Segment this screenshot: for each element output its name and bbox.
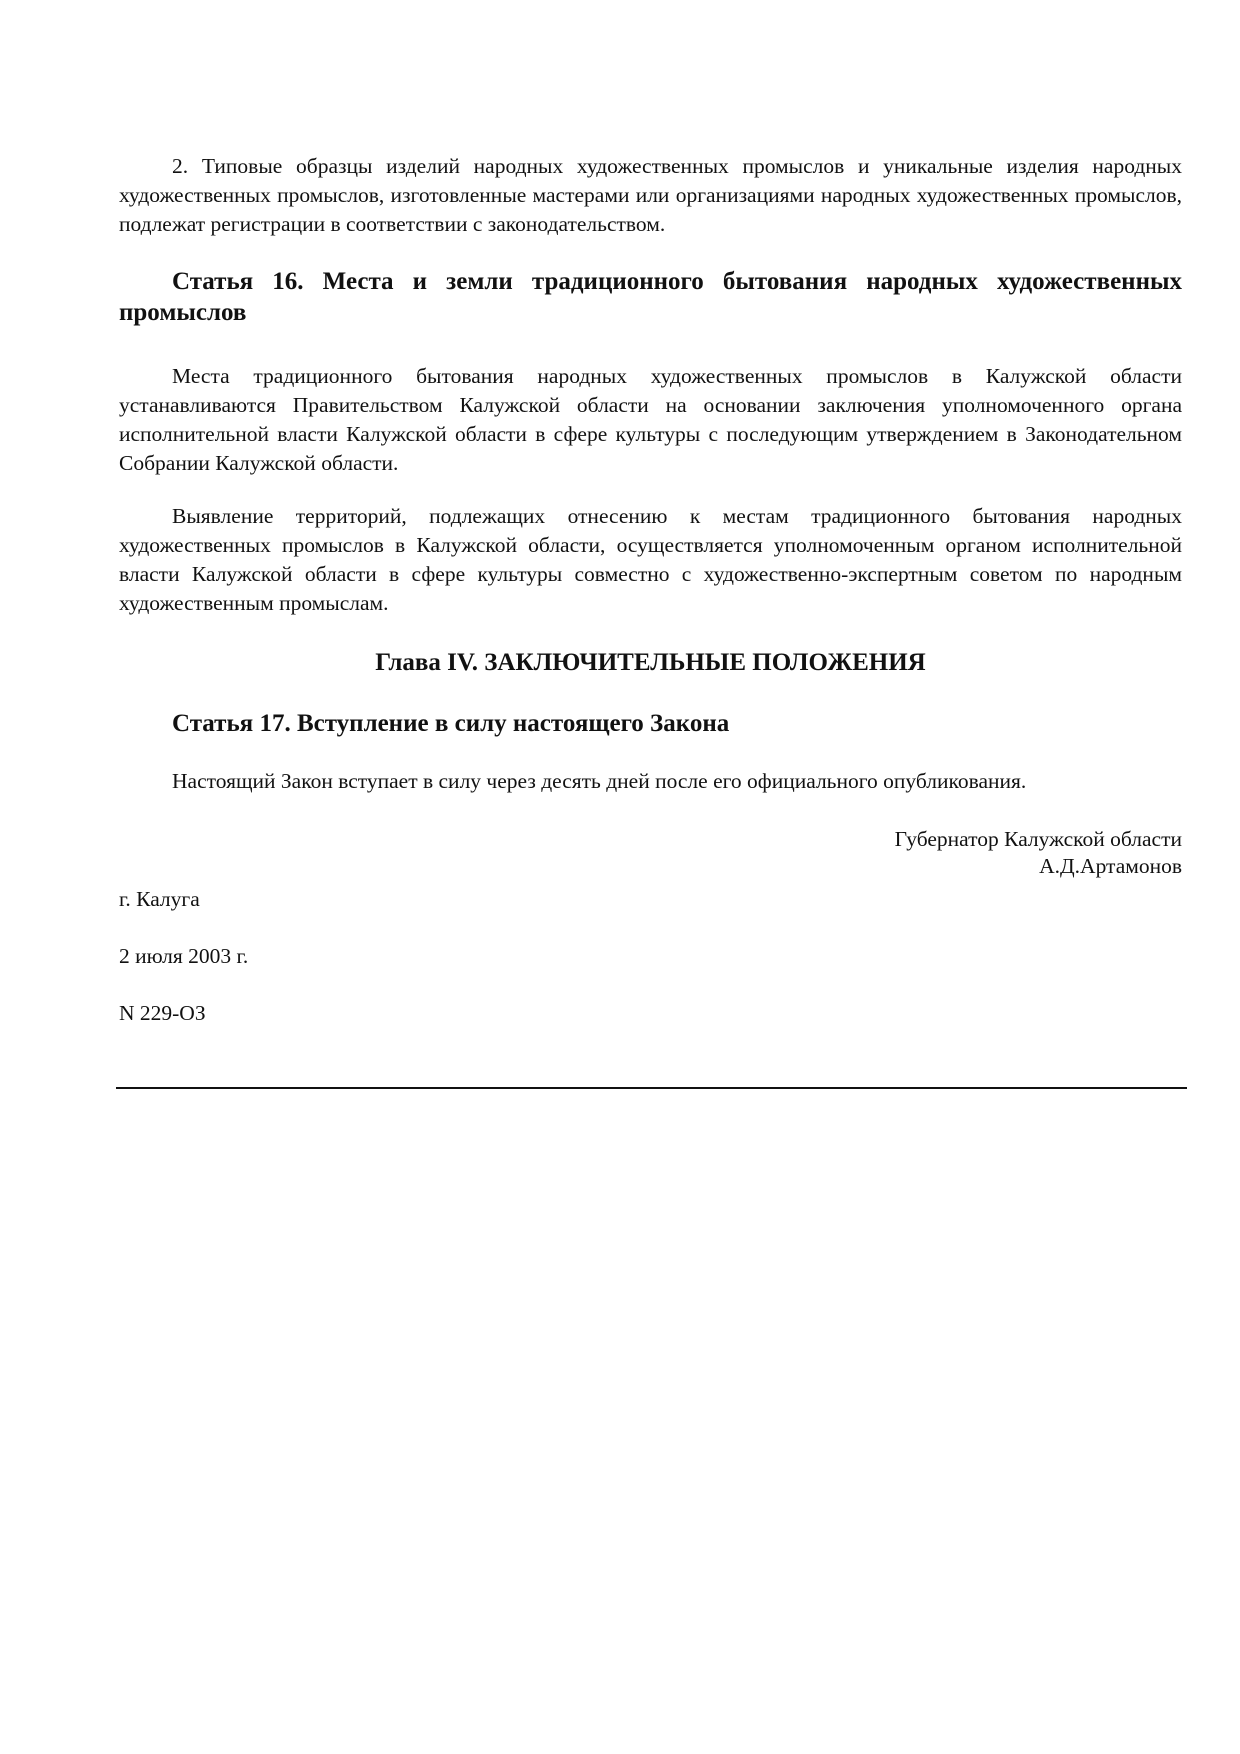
end-of-document-rule	[116, 1087, 1187, 1089]
signatory-name: А.Д.Артамонов	[1039, 854, 1182, 878]
signatory-title: Губернатор Калужской области	[894, 827, 1182, 851]
article-17-heading: Статья 17. Вступление в силу настоящего Закона	[172, 710, 730, 737]
article-16-heading: Статья 16. Места и земли традиционного бытования народных художественных промыслов	[119, 268, 1182, 326]
date-of-signing: 2 июля 2003 г.	[119, 944, 249, 968]
article-15-item-2-paragraph: 2. Типовые образцы изделий народных художественных промыслов и уникальные изделия народных художественных промыслов, изготовленные мастерами или организациями народных художественных промыслов, подлежат регистрации в соответствии с законодательством.	[119, 154, 1182, 236]
article-17-paragraph: Настоящий Закон вступает в силу через десять дней после его официального опубликования.	[172, 769, 1027, 793]
chapter-4-heading: Глава IV. ЗАКЛЮЧИТЕЛЬНЫЕ ПОЛОЖЕНИЯ	[375, 649, 926, 676]
article-16-paragraph-1: Места традиционного бытования народных художественных промыслов в Калужской области устанавливаются Правительством Калужской области на основании заключения уполномоченного органа исполнительной власти Калужской области в сфере культуры с последующим утверждением в Законодательном Собрании Калужской области.	[119, 364, 1182, 475]
article-16-paragraph-2: Выявление территорий, подлежащих отнесению к местам традиционного бытования народных художественных промыслов в Калужской области, осуществляется уполномоченным органом исполнительной власти Калужской области в сфере культуры совместно с художественно-экспертным советом по народным художественным промыслам.	[119, 504, 1182, 615]
law-number: N 229-ОЗ	[119, 1001, 206, 1025]
signature-block	[895, 826, 1182, 880]
place-of-signing: г. Калуга	[119, 887, 200, 911]
